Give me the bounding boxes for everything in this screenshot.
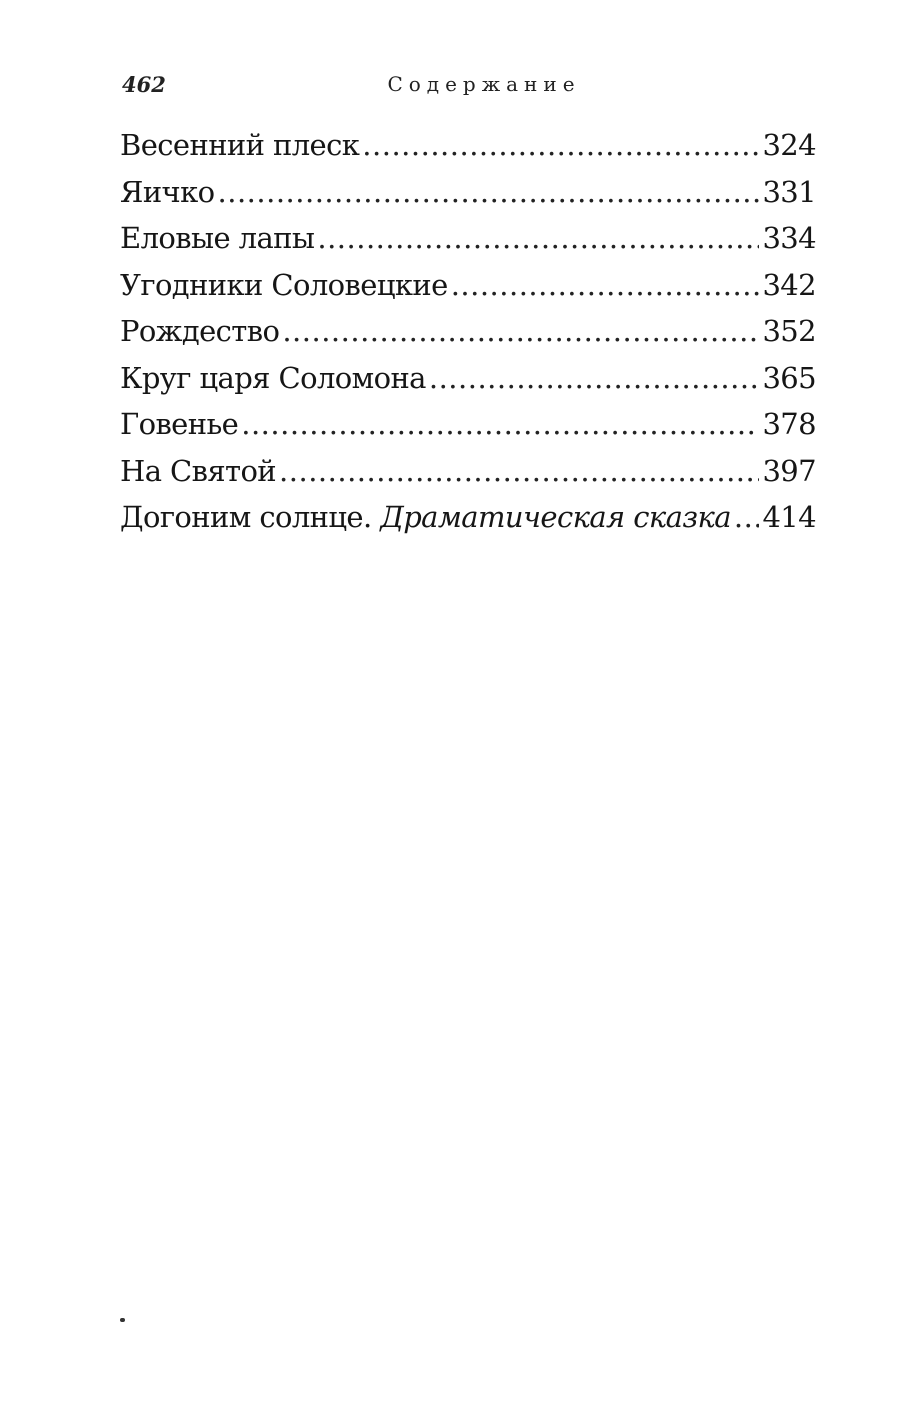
print-speck bbox=[120, 1318, 125, 1322]
toc-entry bbox=[120, 407, 816, 454]
dot-leader bbox=[734, 500, 760, 534]
toc-entry-subtitle: Драматическая сказка bbox=[380, 500, 731, 534]
toc-entry-page: 324 bbox=[762, 128, 816, 162]
toc-entry bbox=[120, 128, 816, 175]
toc-entry-page: 414 bbox=[762, 500, 816, 534]
toc-entry bbox=[120, 221, 816, 268]
toc-entry-page: 331 bbox=[762, 174, 816, 209]
toc-entry-title: Весенний плеск bbox=[120, 128, 360, 162]
section-title: Содержание bbox=[387, 72, 581, 96]
dot-leader bbox=[451, 268, 760, 302]
table-of-contents bbox=[120, 128, 816, 547]
toc-entry bbox=[120, 454, 816, 501]
toc-entry-page: 365 bbox=[762, 360, 816, 395]
toc-entry-title: Еловые лапы bbox=[120, 221, 315, 255]
dot-leader bbox=[279, 454, 759, 488]
toc-entry-title: Угодники Соловецкие bbox=[120, 267, 448, 302]
toc-entry-page: 397 bbox=[762, 453, 816, 488]
toc-entry-page: 378 bbox=[762, 407, 816, 441]
toc-entry bbox=[120, 268, 816, 315]
toc-entry-title: Круг царя Соломона bbox=[120, 360, 426, 395]
dot-leader bbox=[429, 361, 760, 395]
toc-entry-title: Рождество bbox=[120, 314, 280, 348]
dot-leader bbox=[317, 221, 759, 255]
toc-entry-title: Говенье bbox=[120, 407, 239, 441]
toc-entry-title: Догоним солнце. Драматическая сказка bbox=[120, 500, 731, 534]
dot-leader bbox=[362, 128, 759, 162]
toc-entry-page: 334 bbox=[762, 221, 816, 255]
dot-leader bbox=[218, 175, 760, 209]
running-head bbox=[122, 70, 816, 106]
page-number: 462 bbox=[122, 72, 166, 97]
toc-entry bbox=[120, 361, 816, 408]
toc-entry-title: На Святой bbox=[120, 453, 277, 488]
dot-leader bbox=[282, 314, 759, 348]
toc-entry bbox=[120, 314, 816, 361]
toc-entry-page: 352 bbox=[762, 314, 816, 348]
toc-entry-page: 342 bbox=[762, 267, 816, 302]
dot-leader bbox=[241, 407, 759, 441]
toc-entry-title: Яичко bbox=[120, 174, 215, 209]
toc-entry bbox=[120, 500, 816, 547]
toc-entry bbox=[120, 175, 816, 222]
